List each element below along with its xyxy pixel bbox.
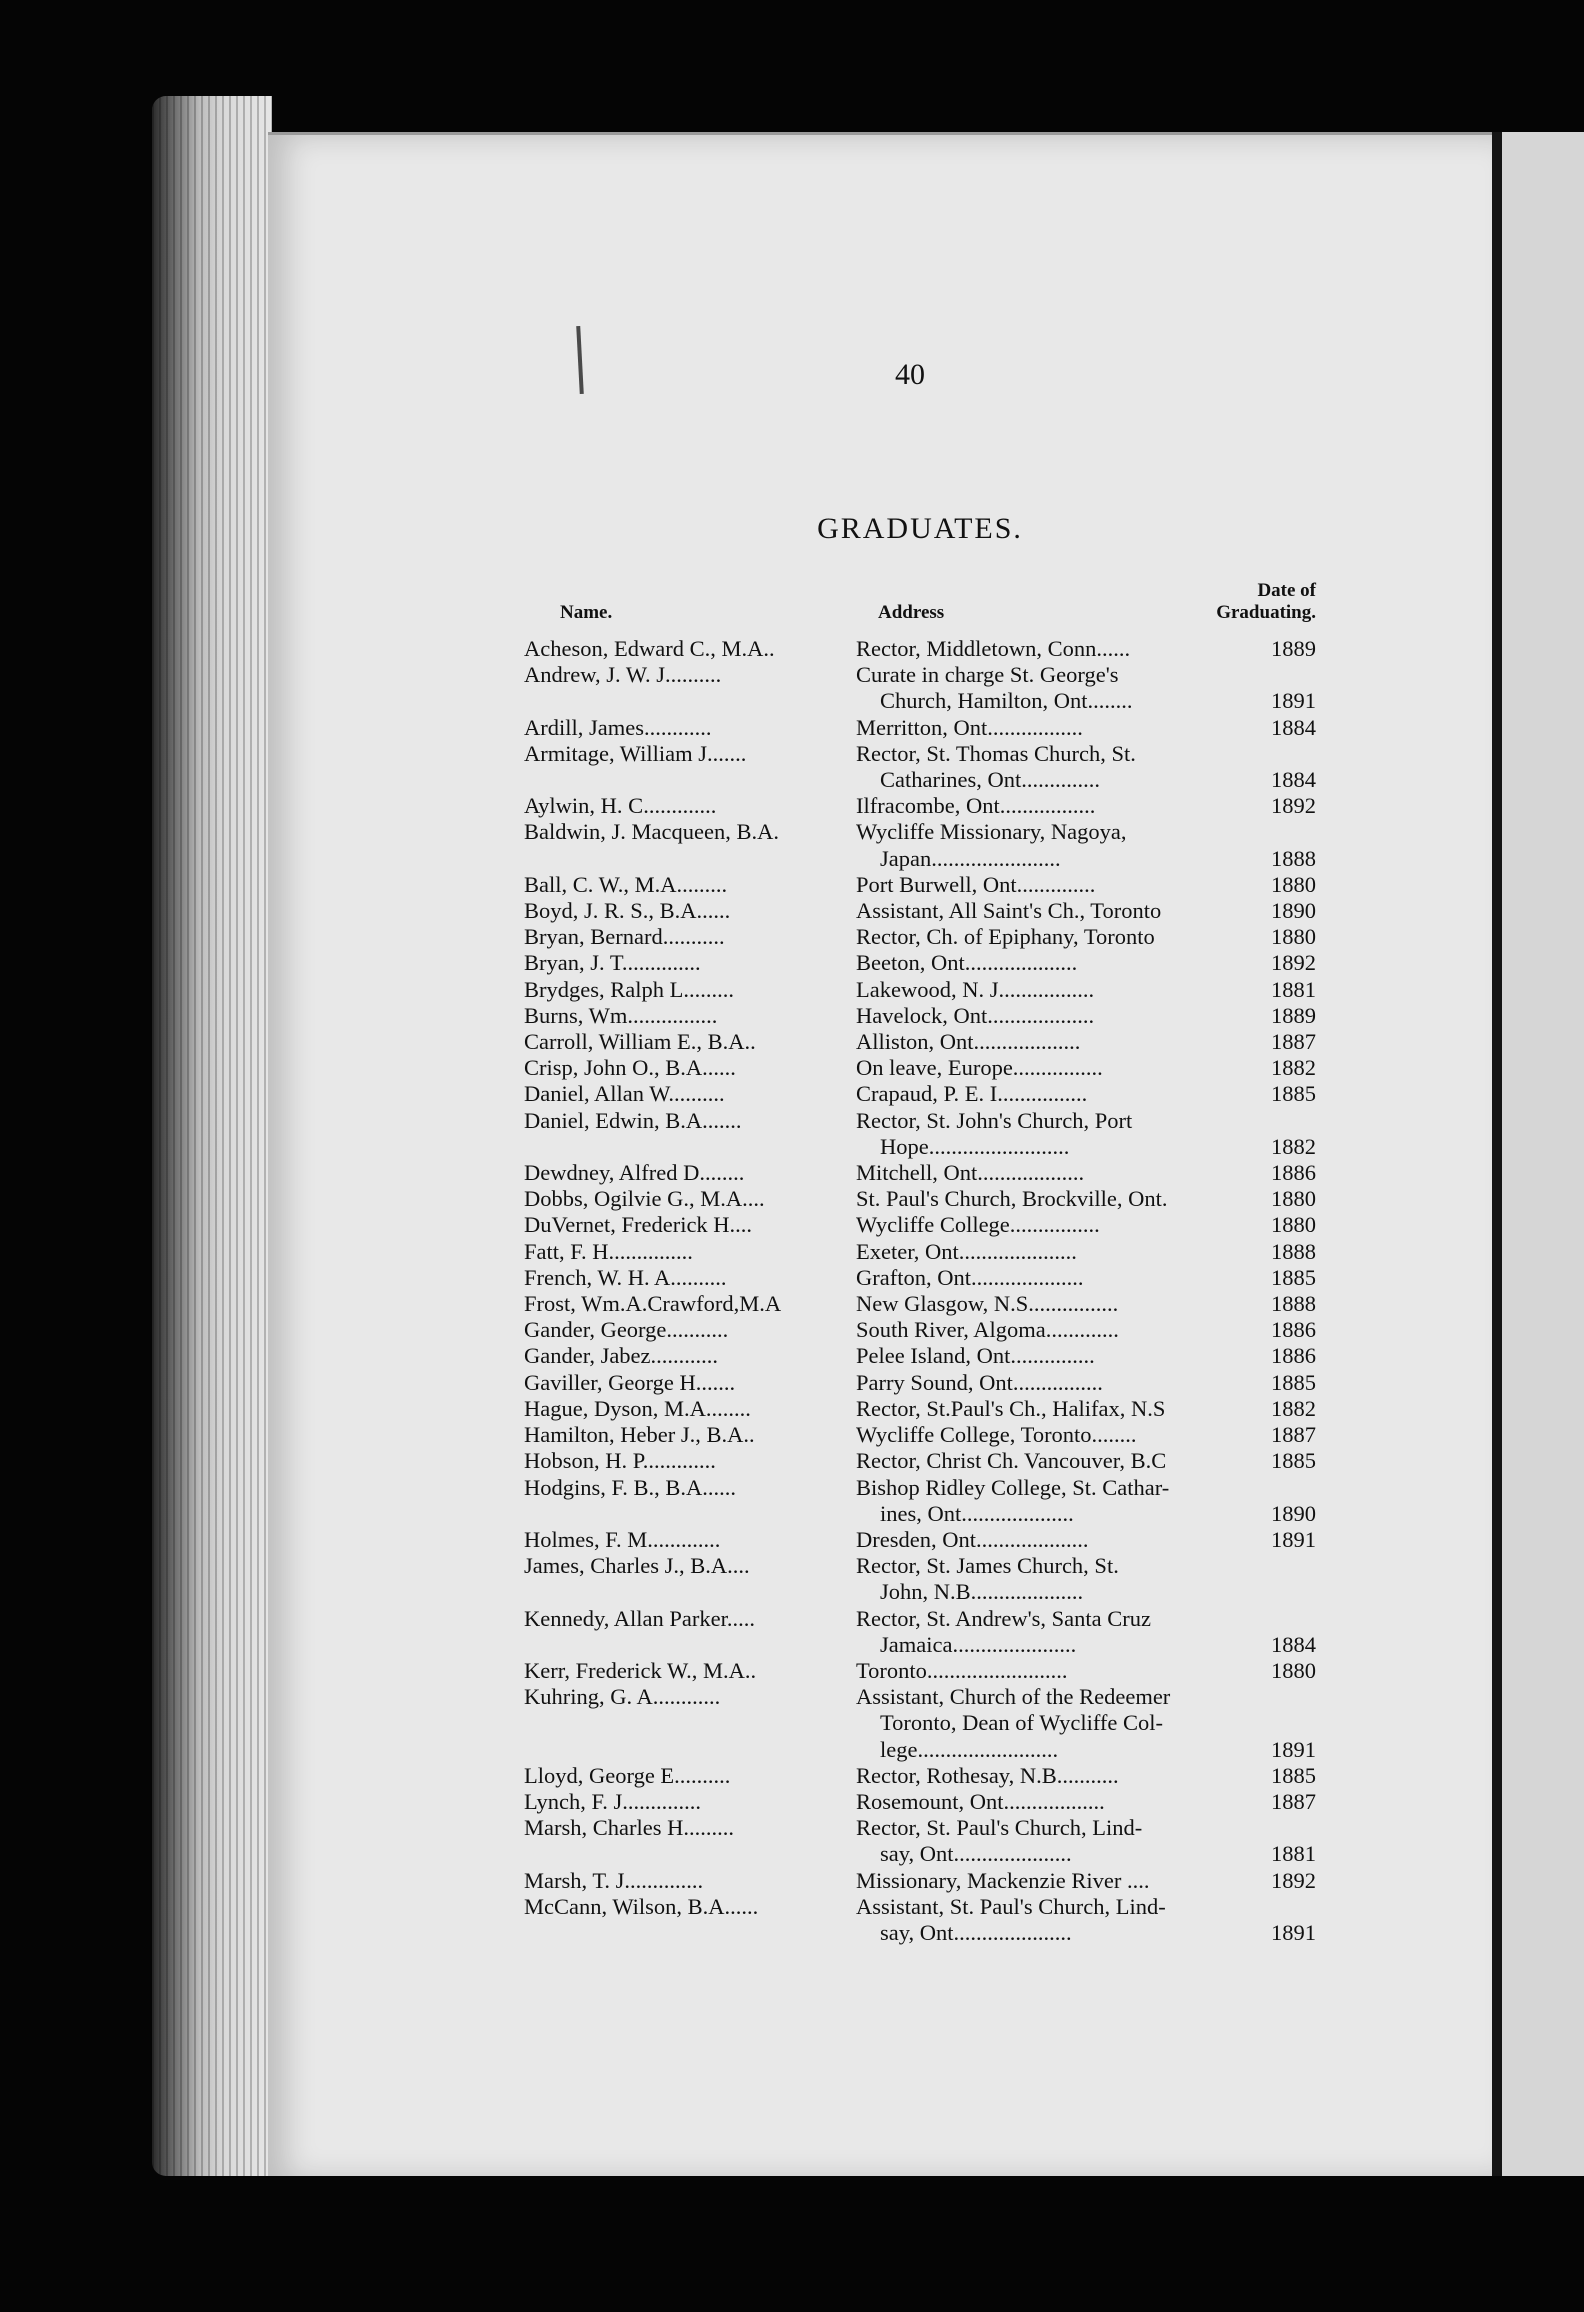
graduation-year: 1885 [1271, 1369, 1316, 1395]
graduation-year: 1884 [1271, 1631, 1316, 1657]
graduation-year [1258, 819, 1316, 845]
graduate-address: lege......................... [880, 1736, 1059, 1762]
graduate-address: Rosemount, Ont.................. [856, 1788, 1105, 1814]
graduate-name [524, 1632, 854, 1658]
graduation-year: 1885 [1271, 1762, 1316, 1788]
list-item [524, 1737, 1316, 1763]
list-item [524, 793, 1316, 819]
page-number: 40 [895, 358, 925, 391]
list-item [524, 1291, 1316, 1317]
graduate-address: Wycliffe Missionary, Nagoya, [856, 819, 1127, 845]
graduation-year: 1880 [1271, 1186, 1316, 1212]
graduate-address: Curate in charge St. George's [856, 662, 1119, 688]
graduate-address: Alliston, Ont................... [856, 1029, 1081, 1055]
list-item [524, 1160, 1316, 1186]
graduate-name [524, 846, 854, 872]
graduate-name [524, 1841, 854, 1867]
list-item [524, 1212, 1316, 1238]
list-item [524, 1370, 1316, 1396]
list-item [524, 688, 1316, 714]
list-item [524, 977, 1316, 1003]
graduation-year: 1882 [1271, 1055, 1316, 1081]
graduate-name: Acheson, Edward C., M.A.. [524, 636, 775, 661]
graduation-year [1258, 1894, 1316, 1920]
graduate-name: Fatt, F. H............... [524, 1238, 693, 1264]
list-item [524, 1658, 1316, 1684]
graduation-year: 1880 [1271, 1657, 1316, 1683]
list-item [524, 1920, 1316, 1946]
graduation-year: 1887 [1271, 1029, 1316, 1055]
list-item [524, 872, 1316, 898]
list-item [524, 1422, 1316, 1448]
graduate-name: French, W. H. A.......... [524, 1264, 727, 1290]
list-item [524, 767, 1316, 793]
graduate-name: Holmes, F. M............. [524, 1526, 721, 1552]
list-item [524, 819, 1316, 845]
graduation-year: 1882 [1271, 1395, 1316, 1421]
graduate-address: Jamaica...................... [880, 1631, 1077, 1657]
graduation-year: 1885 [1271, 1081, 1316, 1107]
list-item [524, 1579, 1316, 1605]
graduate-address: Wycliffe College, Toronto........ [856, 1422, 1137, 1448]
list-item [524, 715, 1316, 741]
graduate-name: Crisp, John O., B.A...... [524, 1055, 736, 1081]
graduation-year: 1892 [1271, 1867, 1316, 1893]
graduate-name: Kennedy, Allan Parker..... [524, 1605, 755, 1631]
graduate-address: Rector, St.Paul's Ch., Halifax, N.S [856, 1395, 1166, 1421]
graduation-year: 1885 [1271, 1448, 1316, 1474]
graduate-name: Armitage, William J....... [524, 740, 747, 766]
graduate-name: Hamilton, Heber J., B.A.. [524, 1422, 755, 1448]
graduate-address: Merritton, Ont................. [856, 714, 1083, 740]
graduate-name: Baldwin, J. Macqueen, B.A. [524, 819, 779, 845]
list-item [524, 662, 1316, 688]
list-item [524, 1317, 1316, 1343]
graduate-address: Assistant, All Saint's Ch., Toronto [856, 898, 1162, 924]
list-item [524, 1789, 1316, 1815]
list-item [524, 1055, 1316, 1081]
facing-page-edge [1502, 132, 1584, 2176]
graduate-name: Gander, Jabez............ [524, 1343, 719, 1369]
graduate-name [524, 1134, 854, 1160]
graduate-name: Boyd, J. R. S., B.A...... [524, 898, 731, 924]
graduate-address: Rector, St. Andrew's, Santa Cruz [856, 1605, 1151, 1631]
graduate-address: Ilfracombe, Ont................. [856, 793, 1096, 819]
graduate-name: Kuhring, G. A............ [524, 1684, 721, 1710]
list-item [524, 924, 1316, 950]
graduate-name: Bryan, Bernard........... [524, 924, 725, 950]
graduation-year [1258, 1710, 1316, 1736]
list-item [524, 1134, 1316, 1160]
graduation-year: 1889 [1271, 1002, 1316, 1028]
graduation-year: 1888 [1271, 1291, 1316, 1317]
list-item [524, 1841, 1316, 1867]
list-item [524, 1763, 1316, 1789]
graduate-address: Japan....................... [880, 845, 1061, 871]
graduate-name: Gander, George........... [524, 1317, 729, 1343]
list-item [524, 1003, 1316, 1029]
graduate-address: Crapaud, P. E. I................ [856, 1081, 1088, 1107]
graduate-address: Bishop Ridley College, St. Cathar- [856, 1474, 1170, 1500]
graduate-name: James, Charles J., B.A.... [524, 1553, 750, 1579]
graduate-name: Aylwin, H. C............. [524, 793, 717, 819]
list-item [524, 1553, 1316, 1579]
graduate-address: South River, Algoma............. [856, 1317, 1119, 1343]
graduate-name: Marsh, Charles H......... [524, 1815, 734, 1841]
graduate-name: Andrew, J. W. J.......... [524, 662, 722, 688]
graduate-name: Hague, Dyson, M.A........ [524, 1395, 751, 1421]
graduate-name: Hobson, H. P............. [524, 1448, 716, 1474]
graduation-year: 1884 [1271, 714, 1316, 740]
graduate-name [524, 1710, 854, 1736]
graduation-year: 1886 [1271, 1317, 1316, 1343]
graduation-year [1258, 1475, 1316, 1501]
list-item [524, 1684, 1316, 1710]
graduate-name: Ardill, James............ [524, 714, 712, 740]
list-item [524, 741, 1316, 767]
graduation-year: 1888 [1271, 845, 1316, 871]
graduation-year: 1884 [1271, 767, 1316, 793]
list-item [524, 1029, 1316, 1055]
graduation-year: 1891 [1271, 688, 1316, 714]
graduate-name: Lynch, F. J.............. [524, 1788, 701, 1814]
graduate-name: Daniel, Allan W.......... [524, 1081, 725, 1107]
graduation-year: 1892 [1271, 950, 1316, 976]
list-item [524, 1527, 1316, 1553]
list-item [524, 1396, 1316, 1422]
graduate-name: Lloyd, George E.......... [524, 1762, 731, 1788]
graduate-name [524, 1501, 854, 1527]
list-item [524, 1108, 1316, 1134]
graduate-name [524, 688, 854, 714]
graduate-address: Toronto......................... [856, 1657, 1068, 1683]
graduate-address: Mitchell, Ont................... [856, 1160, 1085, 1186]
list-item [524, 1265, 1316, 1291]
graduate-address: Rector, Ch. of Epiphany, Toronto [856, 924, 1155, 950]
graduate-name [524, 767, 854, 793]
list-item [524, 1894, 1316, 1920]
graduate-address: Church, Hamilton, Ont........ [880, 688, 1133, 714]
graduate-address: Assistant, St. Paul's Church, Lind- [856, 1893, 1166, 1919]
graduate-address: Rector, St. Thomas Church, St. [856, 740, 1136, 766]
graduate-address: Beeton, Ont.................... [856, 950, 1078, 976]
graduation-year: 1891 [1271, 1736, 1316, 1762]
graduation-year: 1882 [1271, 1133, 1316, 1159]
graduation-year [1258, 1579, 1316, 1605]
graduation-year [1258, 1684, 1316, 1710]
graduate-name: Ball, C. W., M.A......... [524, 871, 728, 897]
graduation-year: 1888 [1271, 1238, 1316, 1264]
list-item [524, 1343, 1316, 1369]
graduate-address: ines, Ont.................... [880, 1500, 1074, 1526]
graduation-year: 1881 [1271, 1841, 1316, 1867]
graduation-year: 1887 [1271, 1788, 1316, 1814]
list-item [524, 898, 1316, 924]
graduate-name: Hodgins, F. B., B.A...... [524, 1474, 736, 1500]
graduate-name: Daniel, Edwin, B.A....... [524, 1107, 742, 1133]
graduate-address: say, Ont..................... [880, 1919, 1072, 1945]
graduate-address: Rector, Rothesay, N.B........... [856, 1762, 1119, 1788]
graduation-year: 1892 [1271, 793, 1316, 819]
list-item [524, 1186, 1316, 1212]
graduate-address: Rector, Middletown, Conn...... [856, 636, 1131, 661]
list-item [524, 1606, 1316, 1632]
graduate-name: Kerr, Frederick W., M.A.. [524, 1657, 757, 1683]
graduate-name: DuVernet, Frederick H.... [524, 1212, 753, 1238]
graduation-year: 1886 [1271, 1343, 1316, 1369]
graduation-year [1258, 1815, 1316, 1841]
graduate-address: Rector, Christ Ch. Vancouver, B.C [856, 1448, 1167, 1474]
list-item [524, 1501, 1316, 1527]
graduate-name: Dewdney, Alfred D........ [524, 1160, 745, 1186]
list-item [524, 1868, 1316, 1894]
graduate-address: Grafton, Ont.................... [856, 1264, 1084, 1290]
graduation-year: 1887 [1271, 1422, 1316, 1448]
list-item [524, 950, 1316, 976]
graduate-name: Frost, Wm.A.Crawford,M.A [524, 1291, 782, 1317]
graduate-address: Dresden, Ont.................... [856, 1526, 1089, 1552]
graduation-year [1258, 1108, 1316, 1134]
graduate-name: Burns, Wm................ [524, 1002, 718, 1028]
graduate-address: Parry Sound, Ont................ [856, 1369, 1103, 1395]
list-item [524, 1448, 1316, 1474]
graduate-name: Dobbs, Ogilvie G., M.A.... [524, 1186, 765, 1212]
graduate-address: Pelee Island, Ont............... [856, 1343, 1095, 1369]
graduate-address: Rector, St. James Church, St. [856, 1553, 1119, 1579]
graduate-name: Marsh, T. J.............. [524, 1867, 704, 1893]
graduate-name: Brydges, Ralph L......... [524, 976, 734, 1002]
list-item [524, 1632, 1316, 1658]
graduation-year: 1880 [1271, 871, 1316, 897]
graduate-address: Toronto, Dean of Wycliffe Col- [880, 1710, 1164, 1736]
book-page-edges [152, 96, 272, 2176]
list-item [524, 846, 1316, 872]
graduation-year: 1890 [1271, 898, 1316, 924]
list-item [524, 1475, 1316, 1501]
column-header-address: Address [878, 602, 945, 623]
graduate-address: Rector, St. Paul's Church, Lind- [856, 1815, 1143, 1841]
graduate-name: Carroll, William E., B.A.. [524, 1029, 756, 1055]
column-header-name: Name. [560, 602, 613, 623]
graduation-year: 1880 [1271, 924, 1316, 950]
page-gutter [1492, 132, 1502, 2176]
graduate-name: Bryan, J. T.............. [524, 950, 701, 976]
graduation-year: 1881 [1271, 976, 1316, 1002]
graduation-year [1258, 1553, 1316, 1579]
graduation-year [1258, 741, 1316, 767]
graduate-name [524, 1737, 854, 1763]
graduation-year: 1890 [1271, 1500, 1316, 1526]
graduation-year: 1880 [1271, 1212, 1316, 1238]
column-header-date: Date of Graduating. [1216, 580, 1316, 623]
list-item [524, 1815, 1316, 1841]
graduation-year: 1889 [1271, 636, 1316, 661]
graduate-name: Gaviller, George H....... [524, 1369, 736, 1395]
graduate-address: John, N.B.................... [880, 1579, 1084, 1605]
graduation-year [1258, 662, 1316, 688]
page-title: GRADUATES. [817, 512, 1023, 545]
graduate-address: Lakewood, N. J................. [856, 976, 1095, 1002]
graduation-year [1258, 1606, 1316, 1632]
graduation-year: 1891 [1271, 1526, 1316, 1552]
graduate-address: Missionary, Mackenzie River .... [856, 1867, 1150, 1893]
graduate-name: McCann, Wilson, B.A...... [524, 1893, 759, 1919]
graduate-address: Exeter, Ont..................... [856, 1238, 1077, 1264]
scan-background [0, 2176, 1584, 2312]
graduate-address: New Glasgow, N.S................ [856, 1291, 1119, 1317]
list-item [524, 1081, 1316, 1107]
graduate-name [524, 1920, 854, 1946]
graduate-address: On leave, Europe................ [856, 1055, 1103, 1081]
graduate-address: Catharines, Ont.............. [880, 767, 1100, 793]
graduates-list [524, 636, 1316, 1946]
graduate-name [524, 1579, 854, 1605]
graduate-address: Wycliffe College................ [856, 1212, 1100, 1238]
list-item [524, 636, 1316, 662]
graduation-year: 1885 [1271, 1264, 1316, 1290]
graduate-address: Havelock, Ont................... [856, 1002, 1095, 1028]
graduate-address: St. Paul's Church, Brockville, Ont. [856, 1186, 1168, 1212]
graduate-address: Hope......................... [880, 1133, 1070, 1159]
graduate-address: Assistant, Church of the Redeemer [856, 1684, 1171, 1710]
graduation-year: 1891 [1271, 1919, 1316, 1945]
graduation-year: 1886 [1271, 1160, 1316, 1186]
graduate-address: say, Ont..................... [880, 1841, 1072, 1867]
list-item [524, 1710, 1316, 1736]
list-item [524, 1239, 1316, 1265]
graduate-address: Rector, St. John's Church, Port [856, 1107, 1133, 1133]
graduate-address: Port Burwell, Ont.............. [856, 871, 1096, 897]
